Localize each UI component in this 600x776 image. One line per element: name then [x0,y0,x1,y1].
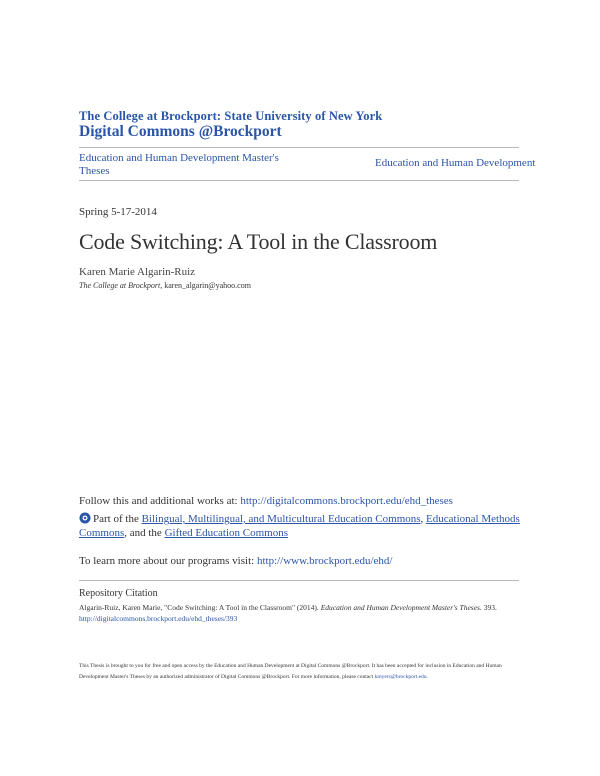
divider-bottom [79,180,519,181]
repository-name[interactable]: Digital Commons @Brockport [79,123,282,140]
citation-text: Algarin-Ruiz, Karen Marie, "Code Switching: A Tool in the Classroom" (2014). [79,603,319,612]
commons-link-gifted[interactable]: Gifted Education Commons [164,527,288,539]
footer-notice [79,661,519,683]
author-affiliation: The College at Brockport, karen_algarin@yahoo.com [79,281,251,290]
publication-date: Spring 5-17-2014 [79,206,157,218]
citation-journal: Education and Human Development Master's Theses. [320,603,482,612]
document-title: Code Switching: A Tool in the Classroom [79,229,438,254]
and-the-text: , and the [124,527,162,539]
footer-text: This Thesis is brought to you for free and open access by the Education and Human Development at Digital Commons @Brockport. It has been accepted for inclusion in Education and Human Development Master's Theses by an authorized administrator of Digital Commons @Brockport. For more information, please contact [79,663,502,680]
follow-link[interactable]: http://digitalcommons.brockport.edu/ehd_theses [240,495,453,507]
divider-citation [79,580,519,581]
contact-email-link[interactable]: kmyers@brockport.edu [374,674,427,680]
citation-url[interactable]: http://digitalcommons.brockport.edu/ehd_theses/393 [79,614,238,623]
citation-block [79,602,519,624]
commons-link-bilingual[interactable]: Bilingual, Multilingual, and Multicultural Education Commons [141,513,421,525]
follow-line [79,495,453,507]
footer-end: . [426,674,428,680]
learn-link[interactable]: http://www.brockport.edu/ehd/ [256,555,393,567]
learn-more-line [79,555,393,567]
author-name: Karen Marie Algarin-Ruiz [79,266,196,278]
network-icon [79,512,91,524]
part-of-line: Part of the Bilingual, Multilingual, and Multicultural Education Commons, Educational Methods Commons, and the Gifted Education Commons [79,513,520,539]
part-of-label: Part of the [93,513,139,525]
affiliation-institution: The College at Brockport [79,281,161,290]
institution-name: The College at Brockport: State University of New York [79,109,383,123]
series-link[interactable]: Education and Human Development Master's Theses [79,152,279,177]
follow-label: Follow this and additional works at: [79,495,238,507]
department-link[interactable]: Education and Human Development [375,157,536,169]
learn-label: To learn more about our programs visit: [79,555,255,567]
author-email: karen_algarin@yahoo.com [164,281,251,290]
commons-link-methods[interactable]: Educational Methods Commons [79,513,520,539]
citation-heading: Repository Citation [79,588,158,599]
citation-number: 393. [483,603,497,612]
divider-top [79,147,519,148]
